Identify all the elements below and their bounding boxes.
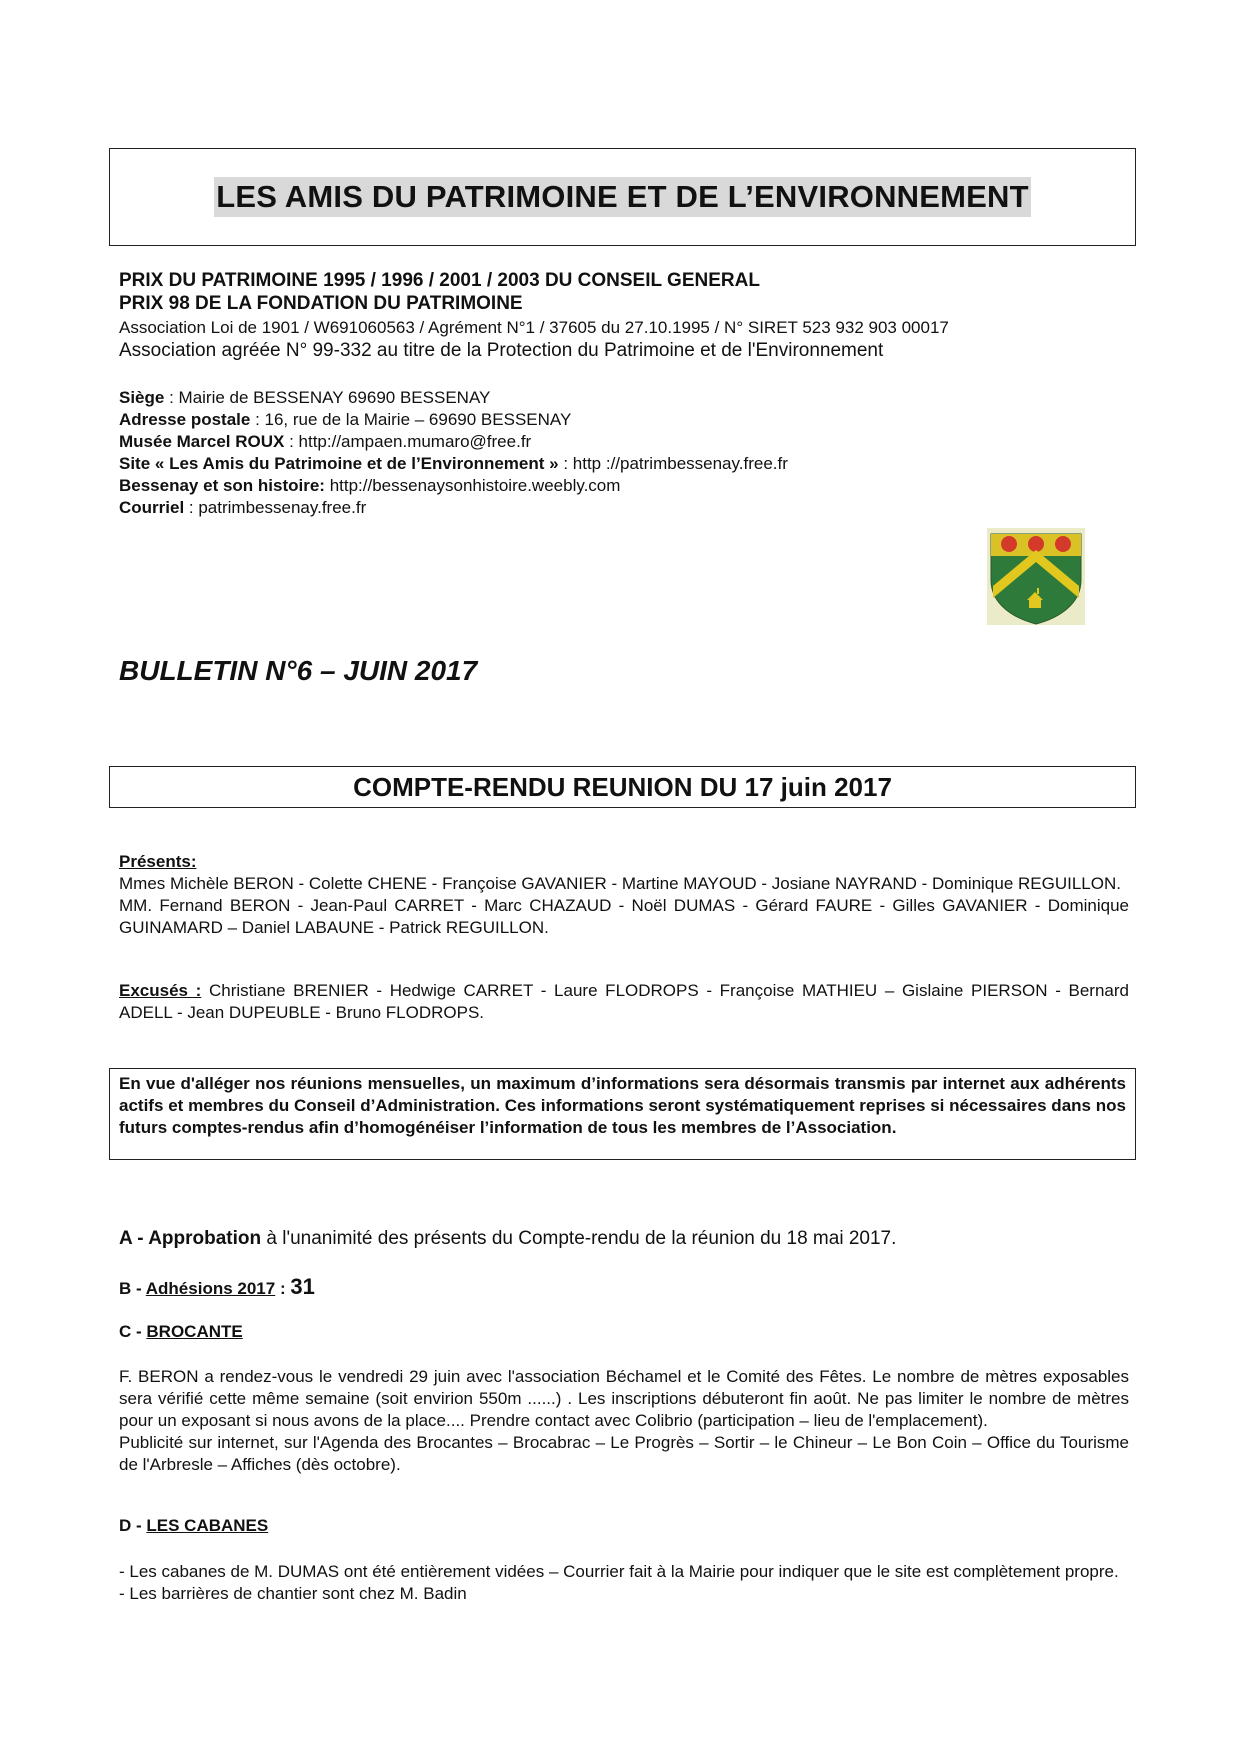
section-c-label: BROCANTE: [146, 1322, 243, 1341]
meeting-title: COMPTE-RENDU REUNION DU 17 juin 2017: [353, 771, 892, 802]
section-c-heading: C - BROCANTE: [119, 1322, 243, 1341]
meeting-title-box: [109, 766, 1136, 808]
section-d-item-1: - Les cabanes de M. DUMAS ont été entièrement vidées – Courrier fait à la Mairie pour indiquer que le site est complètement propre.: [119, 1562, 1119, 1581]
presents-line-2: MM. Fernand BERON - Jean-Paul CARRET - Marc CHAZAUD - Noël DUMAS - Gérard FAURE - Gilles GAVANIER - Dominique GUINAMARD – Daniel LABAUNE - Patrick REGUILLON.: [119, 896, 1129, 937]
section-b-label: Adhésions 2017: [145, 1279, 276, 1298]
association-line: Association Loi de 1901 / W691060563 / Agrément N°1 / 37605 du 27.10.1995 / N° SIRET 523 932 903 00017: [119, 318, 949, 337]
section-a-text: à l'unanimité des présents du Compte-rendu de la réunion du 18 mai 2017.: [261, 1228, 897, 1249]
notice-box: En vue d'alléger nos réunions mensuelles, un maximum d’informations sera désormais transmis par internet aux adhérents actifs et membres du Conseil d’Administration. Ces informations seront systématiquement reprises si nécessaires dans nos futurs comptes-rendus afin d’homogénéiser l’information de tous les membres de l’Association.: [109, 1068, 1136, 1160]
prize-line-2: PRIX 98 DE LA FONDATION DU PATRIMOINE: [119, 293, 523, 314]
document-title: LES AMIS DU PATRIMOINE ET DE L’ENVIRONNEMENT: [214, 177, 1031, 217]
contact-block: [119, 387, 788, 519]
section-b-value: 31: [290, 1274, 315, 1299]
section-b: B - Adhésions 2017 : 31: [119, 1274, 315, 1299]
coat-of-arms-icon: [987, 528, 1085, 625]
contact-musee: Musée Marcel ROUX : http://ampaen.mumaro@free.fr: [119, 432, 532, 451]
section-c-paragraph-1: F. BERON a rendez-vous le vendredi 29 juin avec l'association Béchamel et le Comité des Fêtes. Le nombre de mètres exposables sera vérifié cette même semaine (soit envirion 550m ......) . Les inscriptions débuteront fin août. Ne pas limiter le nombre de mètres pour un exposant si nous avons de la place.... Prendre contact avec Colibrio (participation – lieu de l'emplacement).: [119, 1367, 1129, 1430]
excuses-text: Christiane BRENIER - Hedwige CARRET - Laure FLODROPS - Françoise MATHIEU – Gislaine PIERSON - Bernard ADELL - Jean DUPEUBLE - Bruno FLODROPS.: [119, 981, 1129, 1022]
header-title-box: [109, 148, 1136, 246]
presents-block: [119, 851, 1129, 939]
excuses-label: Excusés :: [119, 981, 202, 1000]
section-a-prefix: A - Approbation: [119, 1228, 262, 1249]
section-c-body: [119, 1366, 1129, 1476]
contact-postal: Adresse postale : 16, rue de la Mairie – 69690 BESSENAY: [119, 410, 572, 429]
section-d-heading: D - LES CABANES: [119, 1516, 269, 1535]
section-a: [119, 1228, 896, 1250]
section-d-body: [119, 1561, 1129, 1605]
contact-histoire: Bessenay et son histoire: http://bessenaysonhistoire.weebly.com: [119, 476, 621, 495]
presents-label: Présents:: [119, 852, 197, 871]
prize-line-1: PRIX DU PATRIMOINE 1995 / 1996 / 2001 / 2003 DU CONSEIL GENERAL: [119, 270, 760, 291]
bulletin-title: BULLETIN N°6 – JUIN 2017: [119, 655, 478, 686]
contact-courriel: Courriel : patrimbessenay.free.fr: [119, 498, 367, 517]
section-d-label: LES CABANES: [146, 1516, 269, 1535]
section-d-item-2: - Les barrières de chantier sont chez M. Badin: [119, 1584, 467, 1603]
contact-siege: Siège : Mairie de BESSENAY 69690 BESSENAY: [119, 388, 491, 407]
excuses-block: [119, 980, 1129, 1024]
section-c-paragraph-2: Publicité sur internet, sur l'Agenda des Brocantes – Brocabrac – Le Progrès – Sortir – le Chineur – Le Bon Coin – Office du Tourisme de l'Arbresle – Affiches (dès octobre).: [119, 1433, 1129, 1474]
approval-line: Association agréée N° 99-332 au titre de la Protection du Patrimoine et de l'Environnement: [119, 340, 884, 361]
contact-site: Site « Les Amis du Patrimoine et de l’Environnement » : http ://patrimbessenay.free.fr: [119, 454, 788, 473]
presents-line-1: Mmes Michèle BERON - Colette CHENE - Françoise GAVANIER - Martine MAYOUD - Josiane NAYRAND - Dominique REGUILLON.: [119, 874, 1121, 893]
